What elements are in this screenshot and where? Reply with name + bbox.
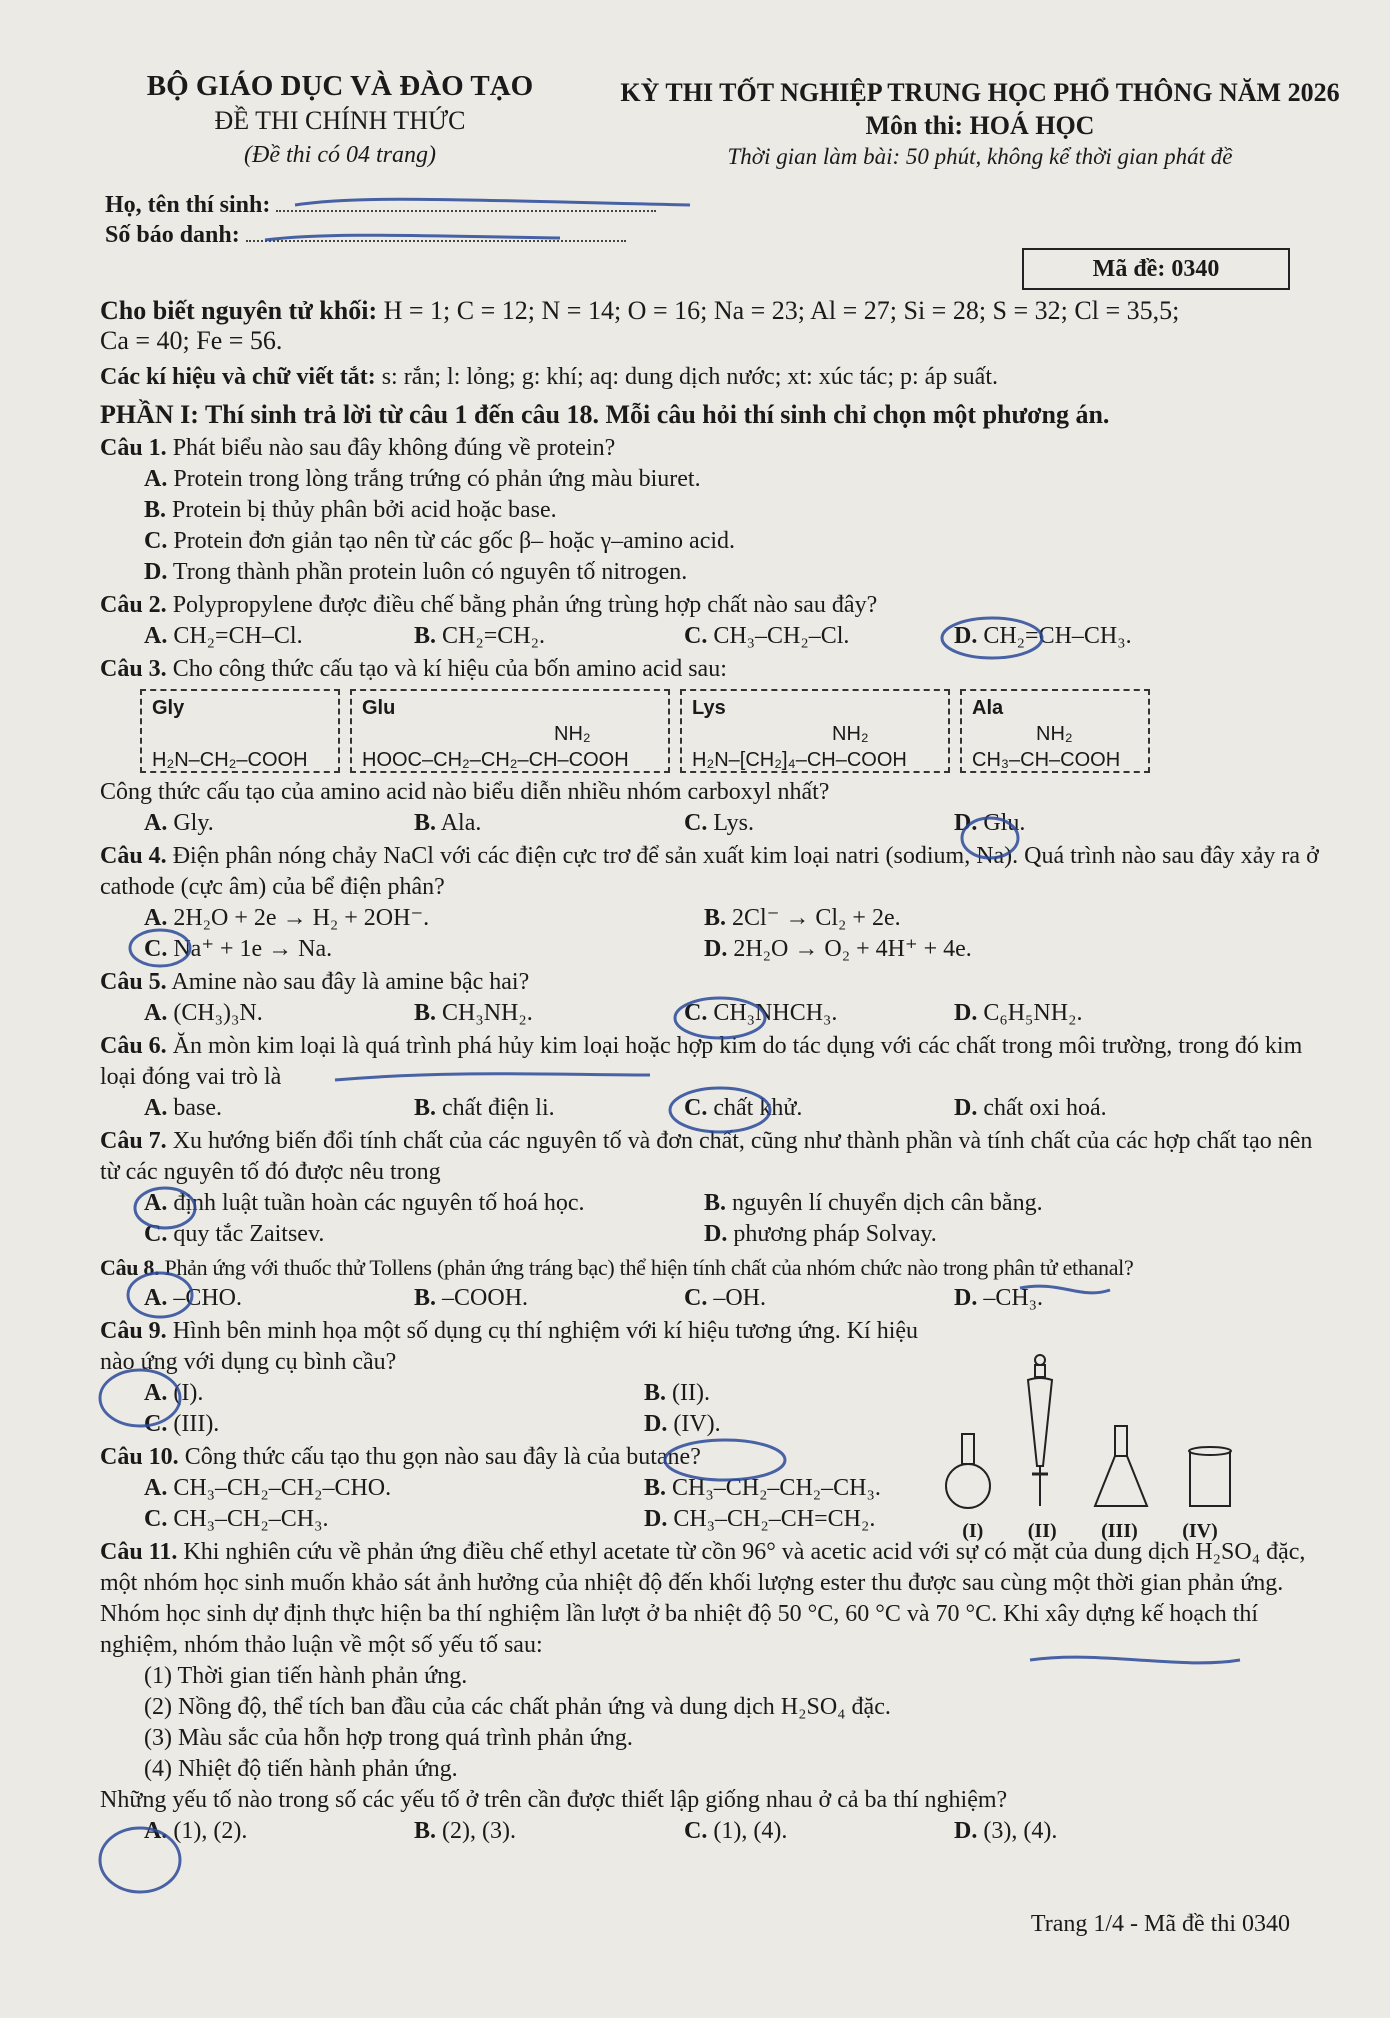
text-q11-c: (1), (4). <box>713 1818 788 1844</box>
text-letters-d: D. <box>954 1285 978 1311</box>
q3-number: Câu 3. <box>100 656 167 682</box>
q10-option-c[interactable] <box>144 1504 644 1535</box>
q2-text: Polypropylene được điều chế bằng phản ứng trùng hợp chất nào sau đây? <box>172 592 878 618</box>
amino-box-ala <box>960 689 1150 773</box>
text-letters-b: B. <box>644 1475 667 1501</box>
q1-number: Câu 1. <box>100 435 167 461</box>
amino-box-glu <box>350 689 670 773</box>
header-right <box>600 76 1360 172</box>
text-q8-d: –CH₃. <box>983 1285 1044 1311</box>
question-4 <box>100 841 1330 965</box>
q11-item-3: (3) Màu sắc của hỗn hợp trong quá trình phản ứng. <box>144 1725 633 1751</box>
text-q3-b: Ala. <box>440 810 482 836</box>
text-q9-d: (IV). <box>673 1411 721 1437</box>
text-q8-b: –COOH. <box>442 1285 529 1311</box>
official-label: ĐỀ THI CHÍNH THỨC <box>214 106 466 135</box>
conical-flask-icon <box>1095 1426 1147 1506</box>
q7-option-d[interactable] <box>704 1219 1264 1250</box>
question-7 <box>100 1126 1330 1250</box>
text-q11-a: (1), (2). <box>173 1818 248 1844</box>
text-q5-c: CH₃NHCH₃. <box>713 1000 838 1026</box>
text-q6-c: chất khử. <box>713 1095 803 1121</box>
question-5 <box>100 967 1330 1029</box>
q10-text: Công thức cấu tạo thu gọn nào sau đây là của butane? <box>184 1444 701 1470</box>
text-q3-boxes-1-name: Glu <box>362 697 396 719</box>
text-letters-c: C. <box>684 623 708 649</box>
q5-option-d[interactable] <box>954 998 1224 1029</box>
q4-option-d[interactable] <box>704 934 1264 965</box>
abbreviations <box>100 362 1330 393</box>
text-letters-b: B. <box>414 623 437 649</box>
q11-item-4: (4) Nhiệt độ tiến hành phản ứng. <box>144 1756 458 1782</box>
text-q7-b: nguyên lí chuyển dịch cân bằng. <box>732 1190 1043 1216</box>
text-q10-c: CH₃–CH₂–CH₃. <box>173 1506 329 1532</box>
q11-question: Những yếu tố nào trong số các yếu tố ở trên cần được thiết lập giống nhau ở cả ba thí nghiệm? <box>100 1787 1008 1813</box>
text-q2-a: CH₂=CH–Cl. <box>173 623 303 649</box>
abbr-label: Các kí hiệu và chữ viết tắt: <box>100 364 376 390</box>
text-letters-c: C. <box>144 1411 168 1437</box>
text-q1-c: Protein đơn giản tạo nên từ các gốc β– hoặc γ–amino acid. <box>173 528 736 554</box>
text-letters-c: C. <box>684 1095 708 1121</box>
q4-text: Điện phân nóng chảy NaCl với các điện cực trơ để sản xuất kim loại natri (sodium, Na). Quá trình nào sau đây xảy ra ở cathode (cực âm) của bể điện phân? <box>100 843 1319 900</box>
q8-number: Câu 8. <box>100 1255 160 1280</box>
text-q1-b: Protein bị thủy phân bởi acid hoặc base. <box>172 497 557 523</box>
question-1 <box>100 433 1330 588</box>
q8-option-c[interactable] <box>684 1283 954 1314</box>
page-footer: Trang 1/4 - Mã đề thi 0340 <box>1030 1911 1290 1937</box>
q9-option-c[interactable] <box>144 1409 644 1440</box>
text-letters-b: B. <box>644 1380 667 1406</box>
text-letters-b: B. <box>414 810 437 836</box>
text-letters-a: A. <box>144 623 168 649</box>
question-6 <box>100 1031 1330 1124</box>
text-letters-a: A. <box>144 810 168 836</box>
q4-option-a[interactable] <box>144 903 704 934</box>
text-letters-a: A. <box>144 905 168 931</box>
text-letters-a: A. <box>144 466 168 492</box>
q6-option-d[interactable] <box>954 1093 1224 1124</box>
text-q10-a: CH₃–CH₂–CH₂–CHO. <box>173 1475 392 1501</box>
question-11 <box>100 1537 1330 1847</box>
text-q9-a: (I). <box>173 1380 204 1406</box>
q11-item-2: (2) Nồng độ, thể tích ban đầu của các chất phản ứng và dung dịch H₂SO₄ đặc. <box>144 1694 891 1720</box>
text-letters-d: D. <box>644 1506 668 1532</box>
text-letters-b: B. <box>704 905 727 931</box>
q7-option-b[interactable] <box>704 1188 1264 1219</box>
text-letters-b: B. <box>704 1190 727 1216</box>
q9-option-d[interactable] <box>644 1409 944 1440</box>
q3-option-d[interactable] <box>954 808 1224 839</box>
label-ii: (II) <box>1027 1520 1057 1542</box>
text-q3-boxes-3-nh2: NH₂ <box>1036 723 1073 745</box>
text-letters-b: B. <box>414 1285 437 1311</box>
text-q3-boxes-1-formula: HOOC–CH₂–CH₂–CH–COOH <box>362 749 629 771</box>
text-letters-c: C. <box>684 1000 708 1026</box>
q8-option-d[interactable] <box>954 1283 1224 1314</box>
q2-option-d[interactable] <box>954 621 1224 652</box>
text-letters-c: C. <box>684 1818 708 1844</box>
q10-option-a[interactable] <box>144 1473 644 1504</box>
text-letters-a: A. <box>144 1285 168 1311</box>
round-flask-icon <box>946 1434 990 1508</box>
q1-text: Phát biểu nào sau đây không đúng về protein? <box>172 435 616 461</box>
q2-option-a[interactable] <box>144 621 414 652</box>
q7-text: Xu hướng biến đổi tính chất của các nguyên tố và đơn chất, cũng như thành phần và tính chất của các hợp chất tạo nên từ các nguyên tố đó được nêu trong <box>100 1128 1313 1185</box>
subject-title: Môn thi: HOÁ HỌC <box>865 111 1095 140</box>
text-letters-a: A. <box>144 1095 168 1121</box>
exam-title: KỲ THI TỐT NGHIỆP TRUNG HỌC PHỔ THÔNG NĂM 2026 <box>620 78 1340 107</box>
ministry-name: BỘ GIÁO DỤC VÀ ĐÀO TẠO <box>146 70 534 102</box>
q5-text: Amine nào sau đây là amine bậc hai? <box>171 969 530 995</box>
label-i: (I) <box>962 1520 984 1542</box>
atomic-masses <box>100 296 1330 356</box>
text-letters-d: D. <box>704 936 728 962</box>
text-letters-a: A. <box>144 1190 168 1216</box>
text-q5-b: CH₃NH₂. <box>442 1000 533 1026</box>
text-q9-c: (III). <box>173 1411 220 1437</box>
amino-acid-boxes <box>140 689 1330 773</box>
q8-option-b[interactable] <box>414 1283 684 1314</box>
text-letters-a: A. <box>144 1475 168 1501</box>
q1-option-a[interactable] <box>100 464 1330 495</box>
q5-option-a[interactable] <box>144 998 414 1029</box>
q11-option-c[interactable] <box>684 1816 954 1847</box>
q11-item-1: (1) Thời gian tiến hành phản ứng. <box>144 1663 468 1689</box>
text-q7-a: định luật tuần hoàn các nguyên tố hoá học. <box>173 1190 585 1216</box>
header-left <box>130 68 550 172</box>
text-q6-b: chất điện li. <box>442 1095 555 1121</box>
text-q5-a: (CH₃)₃N. <box>173 1000 263 1026</box>
id-label: Số báo danh: <box>105 222 240 248</box>
separatory-funnel-icon <box>1028 1355 1052 1506</box>
text-q7-c: quy tắc Zaitsev. <box>173 1221 325 1247</box>
text-q10-b: CH₃–CH₂–CH₂–CH₃. <box>672 1475 881 1501</box>
text-q8-c: –OH. <box>713 1285 767 1311</box>
question-3 <box>100 654 1330 839</box>
q6-option-c[interactable] <box>684 1093 954 1124</box>
q2-option-c[interactable] <box>684 621 954 652</box>
q8-text: Phản ứng với thuốc thử Tollens (phản ứng tráng bạc) thể hiện tính chất của nhóm chức nào trong phân tử ethanal? <box>164 1255 1134 1280</box>
name-label: Họ, tên thí sinh: <box>105 192 271 218</box>
q2-option-b[interactable] <box>414 621 684 652</box>
amino-box-gly <box>140 689 340 773</box>
q5-option-c[interactable] <box>684 998 954 1029</box>
q6-number: Câu 6. <box>100 1033 167 1059</box>
masses-label: Cho biết nguyên tử khối: <box>100 296 378 325</box>
text-q10-d: CH₃–CH₂–CH=CH₂. <box>673 1506 876 1532</box>
label-iv: (IV) <box>1182 1520 1218 1542</box>
q9-number: Câu 9. <box>100 1318 167 1344</box>
text-letters-d: D. <box>954 623 978 649</box>
q5-option-b[interactable] <box>414 998 684 1029</box>
text-letters-b: B. <box>144 497 167 523</box>
q6-option-a[interactable] <box>144 1093 414 1124</box>
q1-option-d[interactable] <box>100 557 1330 588</box>
text-letters-c: C. <box>144 936 168 962</box>
text-q4-d: 2H₂O → O₂ + 4H⁺ + 4e. <box>733 936 972 962</box>
text-q6-d: chất oxi hoá. <box>983 1095 1107 1121</box>
text-letters-d: D. <box>954 1818 978 1844</box>
text-q3-boxes-3-name: Ala <box>972 697 1004 719</box>
q9-option-b[interactable] <box>644 1378 944 1409</box>
text-letters-b: B. <box>414 1095 437 1121</box>
text-letters-d: D. <box>644 1411 668 1437</box>
student-info <box>105 190 656 250</box>
text-q8-a: –CHO. <box>173 1285 243 1311</box>
text-letters-a: A. <box>144 1380 168 1406</box>
text-q3-boxes-2-formula: H₂N–[CH₂]₄–CH–COOH <box>692 749 907 771</box>
text-q1-d: Trong thành phần protein luôn có nguyên tố nitrogen. <box>172 559 688 585</box>
q4-number: Câu 4. <box>100 843 167 869</box>
text-q6-a: base. <box>173 1095 222 1121</box>
text-q2-b: CH₂=CH₂. <box>442 623 545 649</box>
text-letters-d: D. <box>954 1095 978 1121</box>
text-letters-c: C. <box>684 810 708 836</box>
q1-option-c[interactable] <box>100 526 1330 557</box>
text-q4-a: 2H₂O + 2e → H₂ + 2OH⁻. <box>173 905 430 931</box>
text-q3-boxes-2-name: Lys <box>692 697 726 719</box>
text-letters-c: C. <box>144 1506 168 1532</box>
text-q3-boxes-0-formula: H₂N–CH₂–COOH <box>152 749 308 771</box>
text-q3-d: Glu. <box>983 810 1026 836</box>
text-letters-b: B. <box>414 1000 437 1026</box>
text-letters-c: C. <box>144 528 168 554</box>
apparatus-labels <box>940 1516 1240 1547</box>
q3-option-a[interactable] <box>144 808 414 839</box>
question-8 <box>100 1252 1330 1314</box>
exam-code-box: Mã đề: 0340 <box>1022 248 1290 290</box>
beaker-icon <box>1189 1447 1231 1506</box>
q7-option-a[interactable] <box>144 1188 704 1219</box>
text-q3-boxes-3-formula: CH₃–CH–COOH <box>972 749 1121 771</box>
text-q4-b: 2Cl⁻ → Cl₂ + 2e. <box>732 905 901 931</box>
q2-number: Câu 2. <box>100 592 167 618</box>
text-q5-d: C₆H₅NH₂. <box>983 1000 1083 1026</box>
text-letters-a: A. <box>144 1000 168 1026</box>
text-letters-a: A. <box>144 1818 168 1844</box>
text-q2-c: CH₃–CH₂–Cl. <box>713 623 850 649</box>
q6-option-b[interactable] <box>414 1093 684 1124</box>
question-9-10-block <box>100 1316 1330 1542</box>
q10-option-b[interactable] <box>644 1473 944 1504</box>
text-q3-boxes-0-name: Gly <box>152 697 185 719</box>
q4-option-c[interactable] <box>144 934 704 965</box>
q11-option-b[interactable] <box>414 1816 684 1847</box>
text-q9-b: (II). <box>672 1380 710 1406</box>
q7-number: Câu 7. <box>100 1128 167 1154</box>
q1-option-b[interactable] <box>100 495 1330 526</box>
q9-option-a[interactable] <box>144 1378 644 1409</box>
text-letters-d: D. <box>954 810 978 836</box>
page-count: (Đề thi có 04 trang) <box>244 142 436 168</box>
q5-number: Câu 5. <box>100 969 167 995</box>
name-field[interactable] <box>276 192 656 212</box>
part1-title: PHẦN I: Thí sinh trả lời từ câu 1 đến câu 18. Mỗi câu hỏi thí sinh chỉ chọn một phương án. <box>100 400 1110 429</box>
text-q3-boxes-1-nh2: NH₂ <box>554 723 591 745</box>
amino-box-lys <box>680 689 950 773</box>
q4-option-b[interactable] <box>704 903 1264 934</box>
q8-option-a[interactable] <box>144 1283 414 1314</box>
q11-text: Khi nghiên cứu về phản ứng điều chế ethyl acetate từ cồn 96° và acetic acid với sự có mặt của dung dịch H₂SO₄ đặc, một nhóm học sinh muốn khảo sát ảnh hưởng của nhiệt độ đến khối lượng ester thu được sau cùng một thời gian phản ứng. Nhóm học sinh dự định thực hiện ba thí nghiệm lần lượt ở ba nhiệt độ 50 °C, 60 °C và 70 °C. Khi xây dựng kế hoạch thí nghiệm, nhóm thảo luận về một số yếu tố sau: <box>100 1539 1306 1658</box>
abbr-text: s: rắn; l: lỏng; g: khí; aq: dung dịch nước; xt: xúc tác; p: áp suất. <box>381 364 998 390</box>
text-letters-d: D. <box>144 559 168 585</box>
text-q4-c: Na⁺ + 1e → Na. <box>173 936 333 962</box>
masses-line2: Ca = 40; Fe = 56. <box>100 326 283 355</box>
text-letters-d: D. <box>704 1221 728 1247</box>
q6-text: Ăn mòn kim loại là quá trình phá hủy kim loại hoặc hợp kim do tác dụng với các chất trong môi trường, trong đó kim loại đóng vai trò là <box>100 1033 1303 1090</box>
text-q11-d: (3), (4). <box>983 1818 1058 1844</box>
masses-line1: H = 1; C = 12; N = 14; O = 16; Na = 23; Al = 27; Si = 28; S = 32; Cl = 35,5; <box>383 296 1180 325</box>
q3-option-b[interactable] <box>414 808 684 839</box>
q11-option-a[interactable] <box>144 1816 414 1847</box>
text-q2-d: CH₂=CH–CH₃. <box>983 623 1132 649</box>
q3-text: Cho công thức cấu tạo và kí hiệu của bốn amino acid sau: <box>172 656 727 682</box>
q3-option-c[interactable] <box>684 808 954 839</box>
text-letters-c: C. <box>684 1285 708 1311</box>
text-q1-a: Protein trong lòng trắng trứng có phản ứng màu biuret. <box>173 466 701 492</box>
q11-option-d[interactable] <box>954 1816 1224 1847</box>
text-letters-d: D. <box>954 1000 978 1026</box>
q10-number: Câu 10. <box>100 1444 179 1470</box>
q3-question: Công thức cấu tạo của amino acid nào biểu diễn nhiều nhóm carboxyl nhất? <box>100 779 830 805</box>
question-2 <box>100 590 1330 652</box>
text-q11-b: (2), (3). <box>442 1818 516 1844</box>
text-letters-b: B. <box>414 1818 437 1844</box>
text-q3-boxes-2-nh2: NH₂ <box>832 723 869 745</box>
text-letters-c: C. <box>144 1221 168 1247</box>
q9-text: Hình bên minh họa một số dụng cụ thí nghiệm với kí hiệu tương ứng. Kí hiệu nào ứng với dụng cụ bình cầu? <box>100 1318 919 1375</box>
time-limit: Thời gian làm bài: 50 phút, không kể thời gian phát đề <box>727 144 1233 169</box>
text-q3-c: Lys. <box>713 810 755 836</box>
q11-number: Câu 11. <box>100 1539 178 1565</box>
text-q3-a: Gly. <box>173 810 214 836</box>
q10-option-d[interactable] <box>644 1504 944 1535</box>
label-iii: (III) <box>1101 1520 1138 1542</box>
q7-option-c[interactable] <box>144 1219 704 1250</box>
text-q7-d: phương pháp Solvay. <box>733 1221 937 1247</box>
exam-header <box>100 50 1340 282</box>
id-field[interactable] <box>246 222 626 242</box>
